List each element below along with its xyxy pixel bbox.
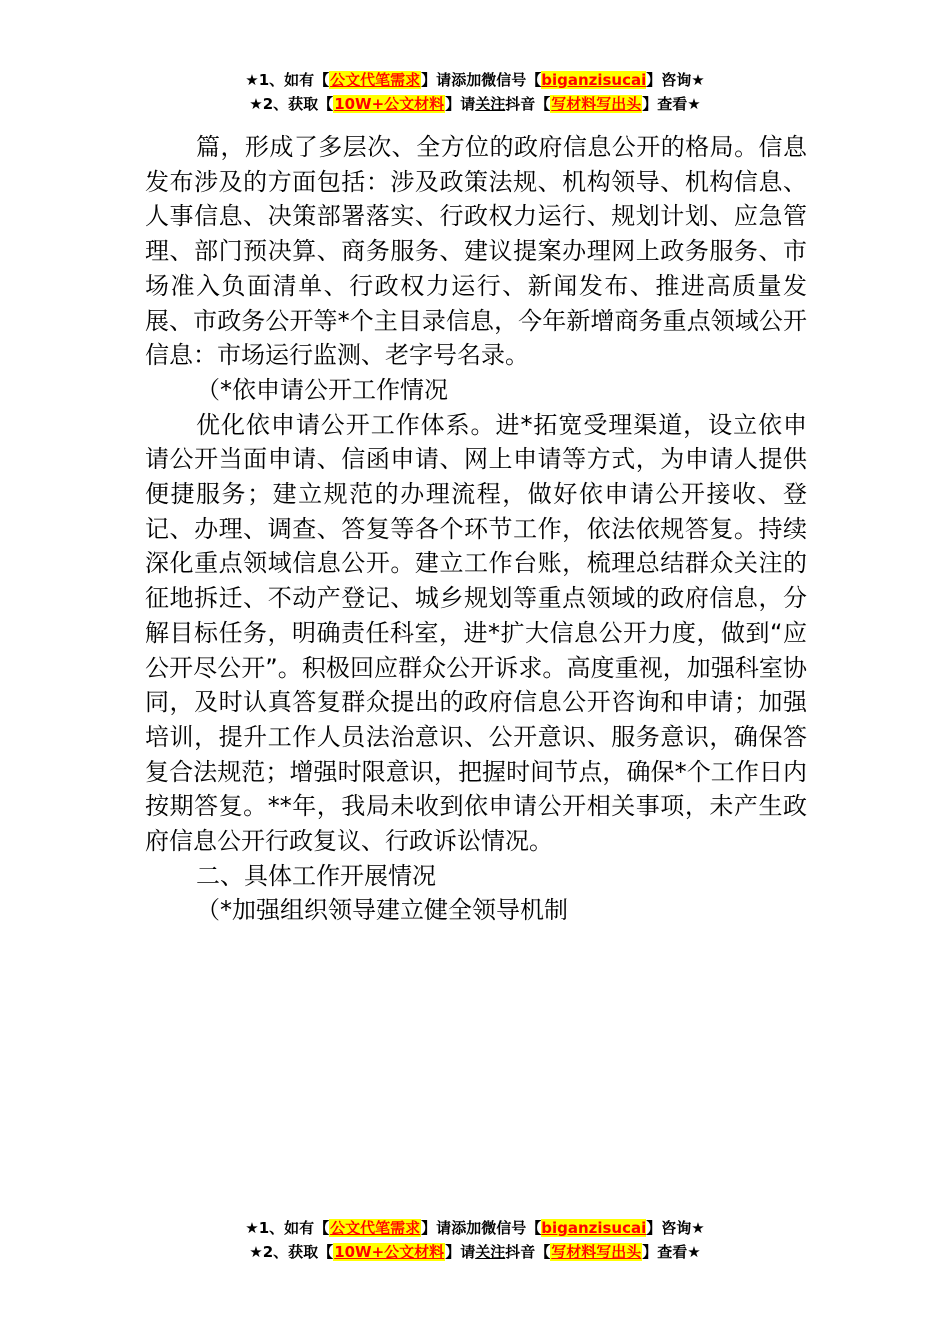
banner-highlight: 公文代笔需求 [330,71,421,89]
paragraph-info-release: 篇，形成了多层次、全方位的政府信息公开的格局。信息发布涉及的方面包括：涉及政策法规、机构领导、机构信息、人事信息、决策部署落实、行政权力运行、规划计划、应急管理、部门预决算、商务服务、建议提案办理网上政务服务、市场准入负面清单、行政权力运行、新闻发布、推进高质量发展、市政务公开等*个主目录信息，今年新增商务重点领域公开信息：市场运行监测、老字号名录。 [145,133,807,370]
banner-text: 】咨询★ [646,71,705,89]
banner-text: 】咨询★ [646,1219,705,1237]
banner-emphasis: 添加 [451,71,482,89]
banner-text: ★1、如有【 [245,71,330,89]
banner-emphasis: 添加 [451,1219,482,1237]
banner-text: 】请 [445,95,476,113]
banner-highlight-wechat-id: biganzisucai [541,1219,647,1237]
banner-text: 微信号【 [481,71,542,89]
banner-highlight-douyin-account: 写材料写出头 [551,95,642,113]
banner-emphasis: 关注 [475,1243,506,1261]
banner-highlight: 10W+公文材料 [334,95,445,113]
banner-line-2 [0,92,950,116]
banner-text: 抖音【 [505,95,551,113]
banner-highlight-wechat-id: biganzisucai [541,71,647,89]
banner-text: ★2、获取【 [249,95,334,113]
banner-text: 抖音【 [505,1243,551,1261]
footer-banner [0,1216,950,1264]
banner-text: 】请 [421,71,452,89]
paragraph-application-disclosure: 优化依申请公开工作体系。进*拓宽受理渠道，设立依申请公开当面申请、信函申请、网上申请等方式，为申请人提供便捷服务；建立规范的办理流程，做好依申请公开接收、登记、办理、调查、答复等各个环节工作，依法依规答复。持续深化重点领域信息公开。建立工作台账，梳理总结群众关注的征地拆迁、不动产登记、城乡规划等重点领域的政府信息，分解目标任务，明确责任科室，进*扩大信息公开力度，做到“应公开尽公开”。积极回应群众公开诉求。高度重视，加强科室协同，及时认真答复群众提出的政府信息公开咨询和申请；加强培训，提升工作人员法治意识、公开意识、服务意识，确保答复合法规范；增强时限意识，把握时间节点，确保*个工作日内按期答复。**年，我局未收到依申请公开相关事项，未产生政府信息公开行政复议、行政诉讼情况。 [145,410,807,856]
banner-highlight-douyin-account: 写材料写出头 [551,1243,642,1261]
banner-text: ★1、如有【 [245,1219,330,1237]
banner-line-1 [0,68,950,92]
banner-text: 】请 [445,1243,476,1261]
document-body [145,130,807,928]
banner-text: 】请 [421,1219,452,1237]
banner-highlight: 10W+公文材料 [334,1243,445,1261]
banner-highlight: 公文代笔需求 [330,1219,421,1237]
banner-line-2 [0,1240,950,1264]
banner-text: 】查看★ [642,95,701,113]
section-heading-application-disclosure: （*依申请公开工作情况 [196,375,448,404]
section-heading-leadership: （*加强组织领导建立健全领导机制 [196,896,568,925]
banner-text: 微信号【 [481,1219,542,1237]
banner-emphasis: 关注 [475,95,506,113]
header-banner [0,68,950,116]
banner-line-1 [0,1216,950,1240]
banner-text: 】查看★ [642,1243,701,1261]
section-heading-specific-work: 二、具体工作开展情况 [196,861,436,890]
banner-text: ★2、获取【 [249,1243,334,1261]
